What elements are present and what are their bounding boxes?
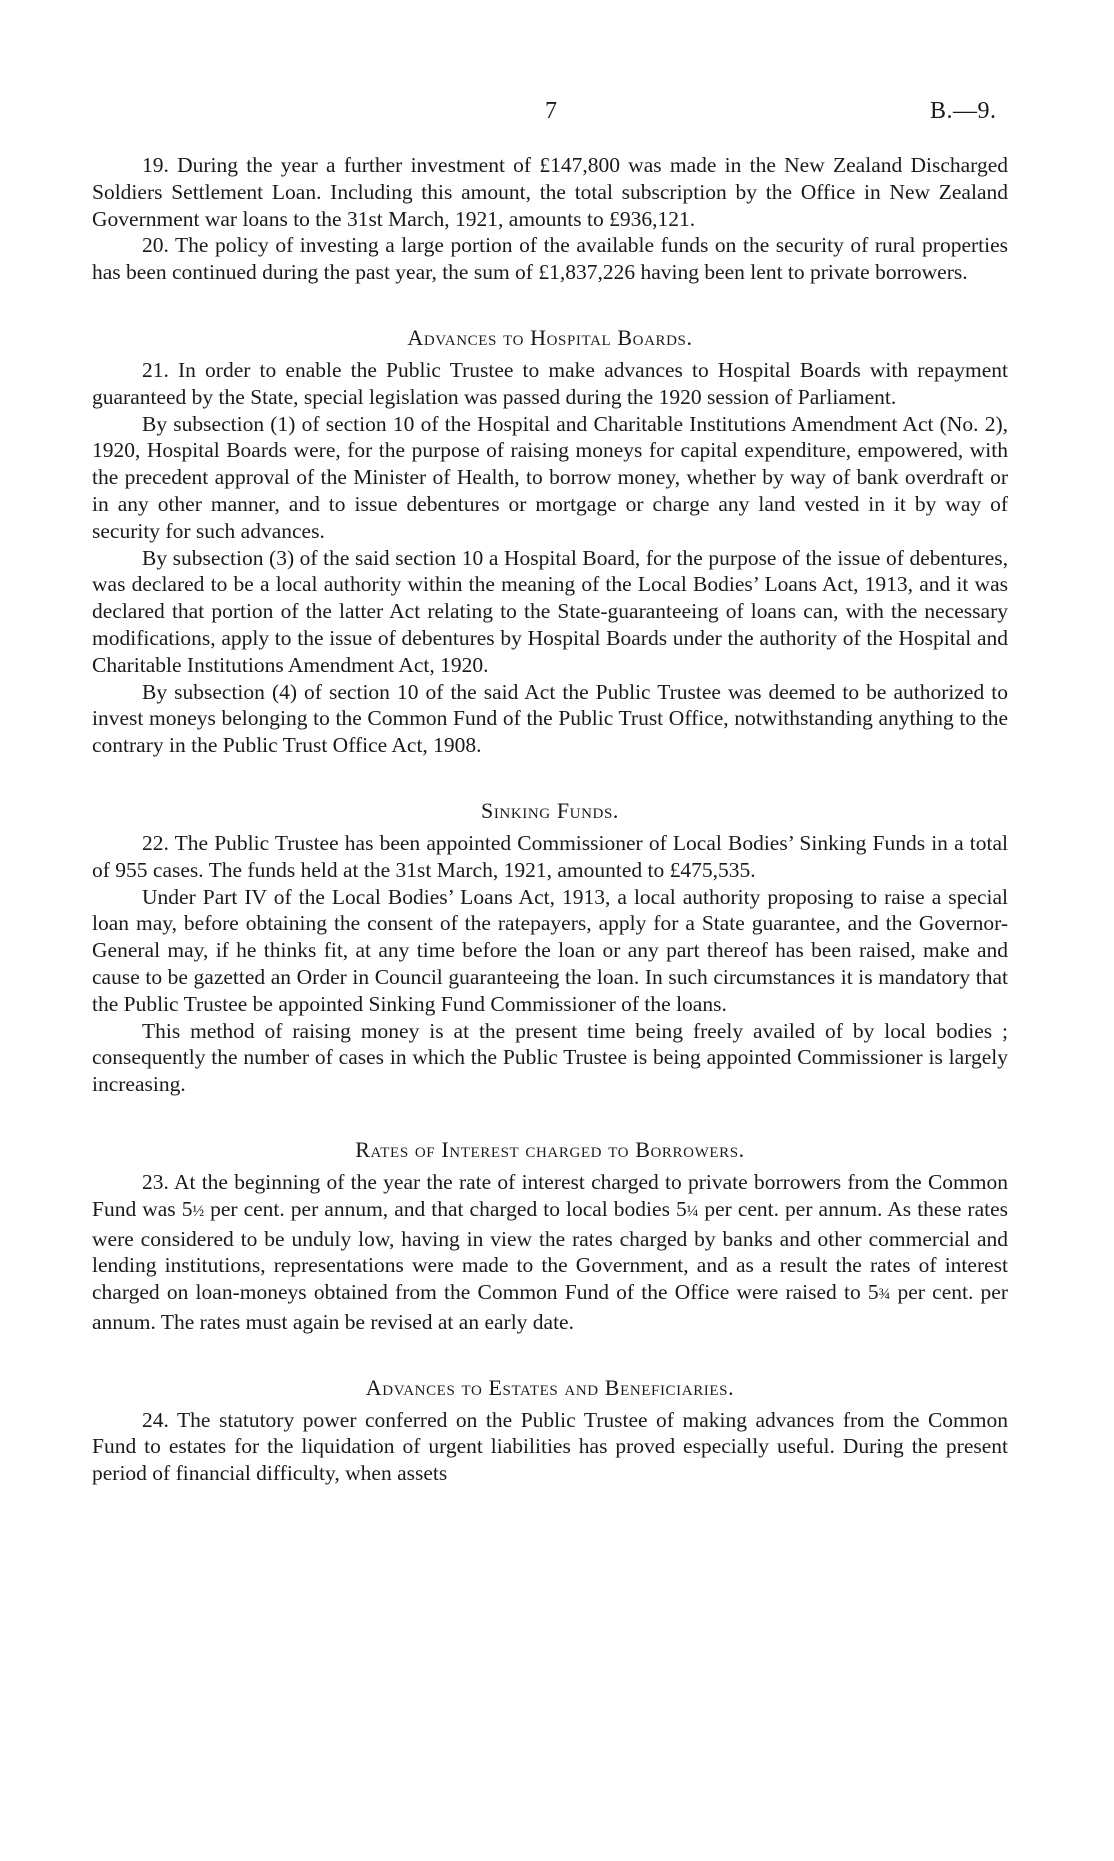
paragraph-19: 19. During the year a further investment of £147,800 was made in the New Zealand Discharged Soldiers Settlement Loan. Including this amount, the total subscription by the Office in New Zealand Government war loans to the 31st March, 1921, amounts to £936,121. [92, 153, 1008, 231]
fraction-quarter: ¼ [686, 1202, 699, 1220]
paragraph-21-subsection-4: By subsection (4) of section 10 of the said Act the Public Trustee was deemed to be authorized to invest moneys belonging to the Common Fund of the Public Trust Office, notwithstanding anything to the contrary in the Public Trust Office Act, 1908. [92, 679, 1008, 758]
paragraph-21-subsection-3: By subsection (3) of the said section 10 a Hospital Board, for the purpose of the issue of debentures, was declared to be a local authority within the meaning of the Local Bodies’ Loans Act, 1913, and it was declared that portion of the latter Act relating to the State-guaranteeing of loans can, with the necessary modifications, apply to the issue of debentures by Hospital Boards under the authority of the Hospital and Charitable Institutions Amendment Act, 1920. [92, 545, 1008, 677]
fraction-half: ½ [192, 1202, 205, 1220]
heading-rates-of-interest: Rates of Interest charged to Borrowers. [355, 1136, 745, 1162]
paragraph-22: 22. The Public Trustee has been appointed Commissioner of Local Bodies’ Sinking Funds in a total of 955 cases. The funds held at the 31st March, 1921, amounted to £475,535. [92, 830, 1008, 882]
paragraph-22-method: This method of raising money is at the present time being freely availed of by local bodies ; consequently the number of cases in which the Public Trustee is being appointed Commissioner is largely increasing. [92, 1018, 1008, 1097]
p23-text-1: 23. At the beginning of the year the rate of interest charged to private borrowers from the Common Fund was 5 [92, 1169, 1008, 1221]
page-number: 7 [545, 98, 557, 124]
paragraph-20: 20. The policy of investing a large portion of the available funds on the security of rural properties has been continued during the past year, the sum of £1,837,226 having been lent to private borrowers. [92, 233, 1008, 285]
paragraph-22-part-iv: Under Part IV of the Local Bodies’ Loans Act, 1913, a local authority proposing to raise a special loan may, before obtaining the consent of the ratepayers, apply for a State guarantee, and the Governor-General may, if he thinks fit, at any time before the loan or any part thereof has been raised, make and cause to be gazetted an Order in Council guaranteeing the loan. In such circumstances it is mandatory that the Public Trustee be appointed Sinking Fund Commissioner of the loans. [92, 884, 1008, 1016]
document-reference: B.—9. [930, 98, 997, 124]
p23-text-4: per cent. per annum. The rates must again be revised at an early date. [92, 1280, 1008, 1334]
p23-text-2: per cent. per annum, and that charged to local bodies 5 [204, 1196, 687, 1221]
paragraph-24: 24. The statutory power conferred on the Public Trustee of making advances from the Common Fund to estates for the liquidation of urgent liabilities has proved especially useful. During the present period of financial difficulty, when assets [92, 1407, 1008, 1486]
paragraph-23 [92, 1169, 1008, 1336]
page-body [92, 152, 1008, 1487]
fraction-three-quarters: ¾ [878, 1286, 891, 1304]
p23-text-3: per cent. per annum. As these rates were considered to be unduly low, having in view the rates charged by banks and other commercial and lending institutions, representations were made to the Government, and as a result the rates of interest charged on loan-moneys obtained from the Common Fund of the Office were raised to 5 [92, 1196, 1008, 1305]
heading-sinking-funds: Sinking Funds. [480, 797, 620, 823]
paragraph-21-subsection-1: By subsection (1) of section 10 of the Hospital and Charitable Institutions Amendment Act (No. 2), 1920, Hospital Boards were, for the purpose of raising moneys for capital expenditure, empowered, with the precedent approval of the Minister of Health, to borrow money, whether by way of bank overdraft or in any other manner, and to issue debentures or mortgage or charge any land vested in it by way of security for such advances. [92, 411, 1008, 543]
heading-advances-to-hospital-boards: Advances to Hospital Boards. [407, 324, 693, 350]
page-header [0, 98, 1114, 138]
heading-advances-to-estates: Advances to Estates and Beneficiaries. [365, 1374, 735, 1400]
paragraph-21: 21. In order to enable the Public Trustee to make advances to Hospital Boards with repayment guaranteed by the State, special legislation was passed during the 1920 session of Parliament. [92, 357, 1008, 409]
